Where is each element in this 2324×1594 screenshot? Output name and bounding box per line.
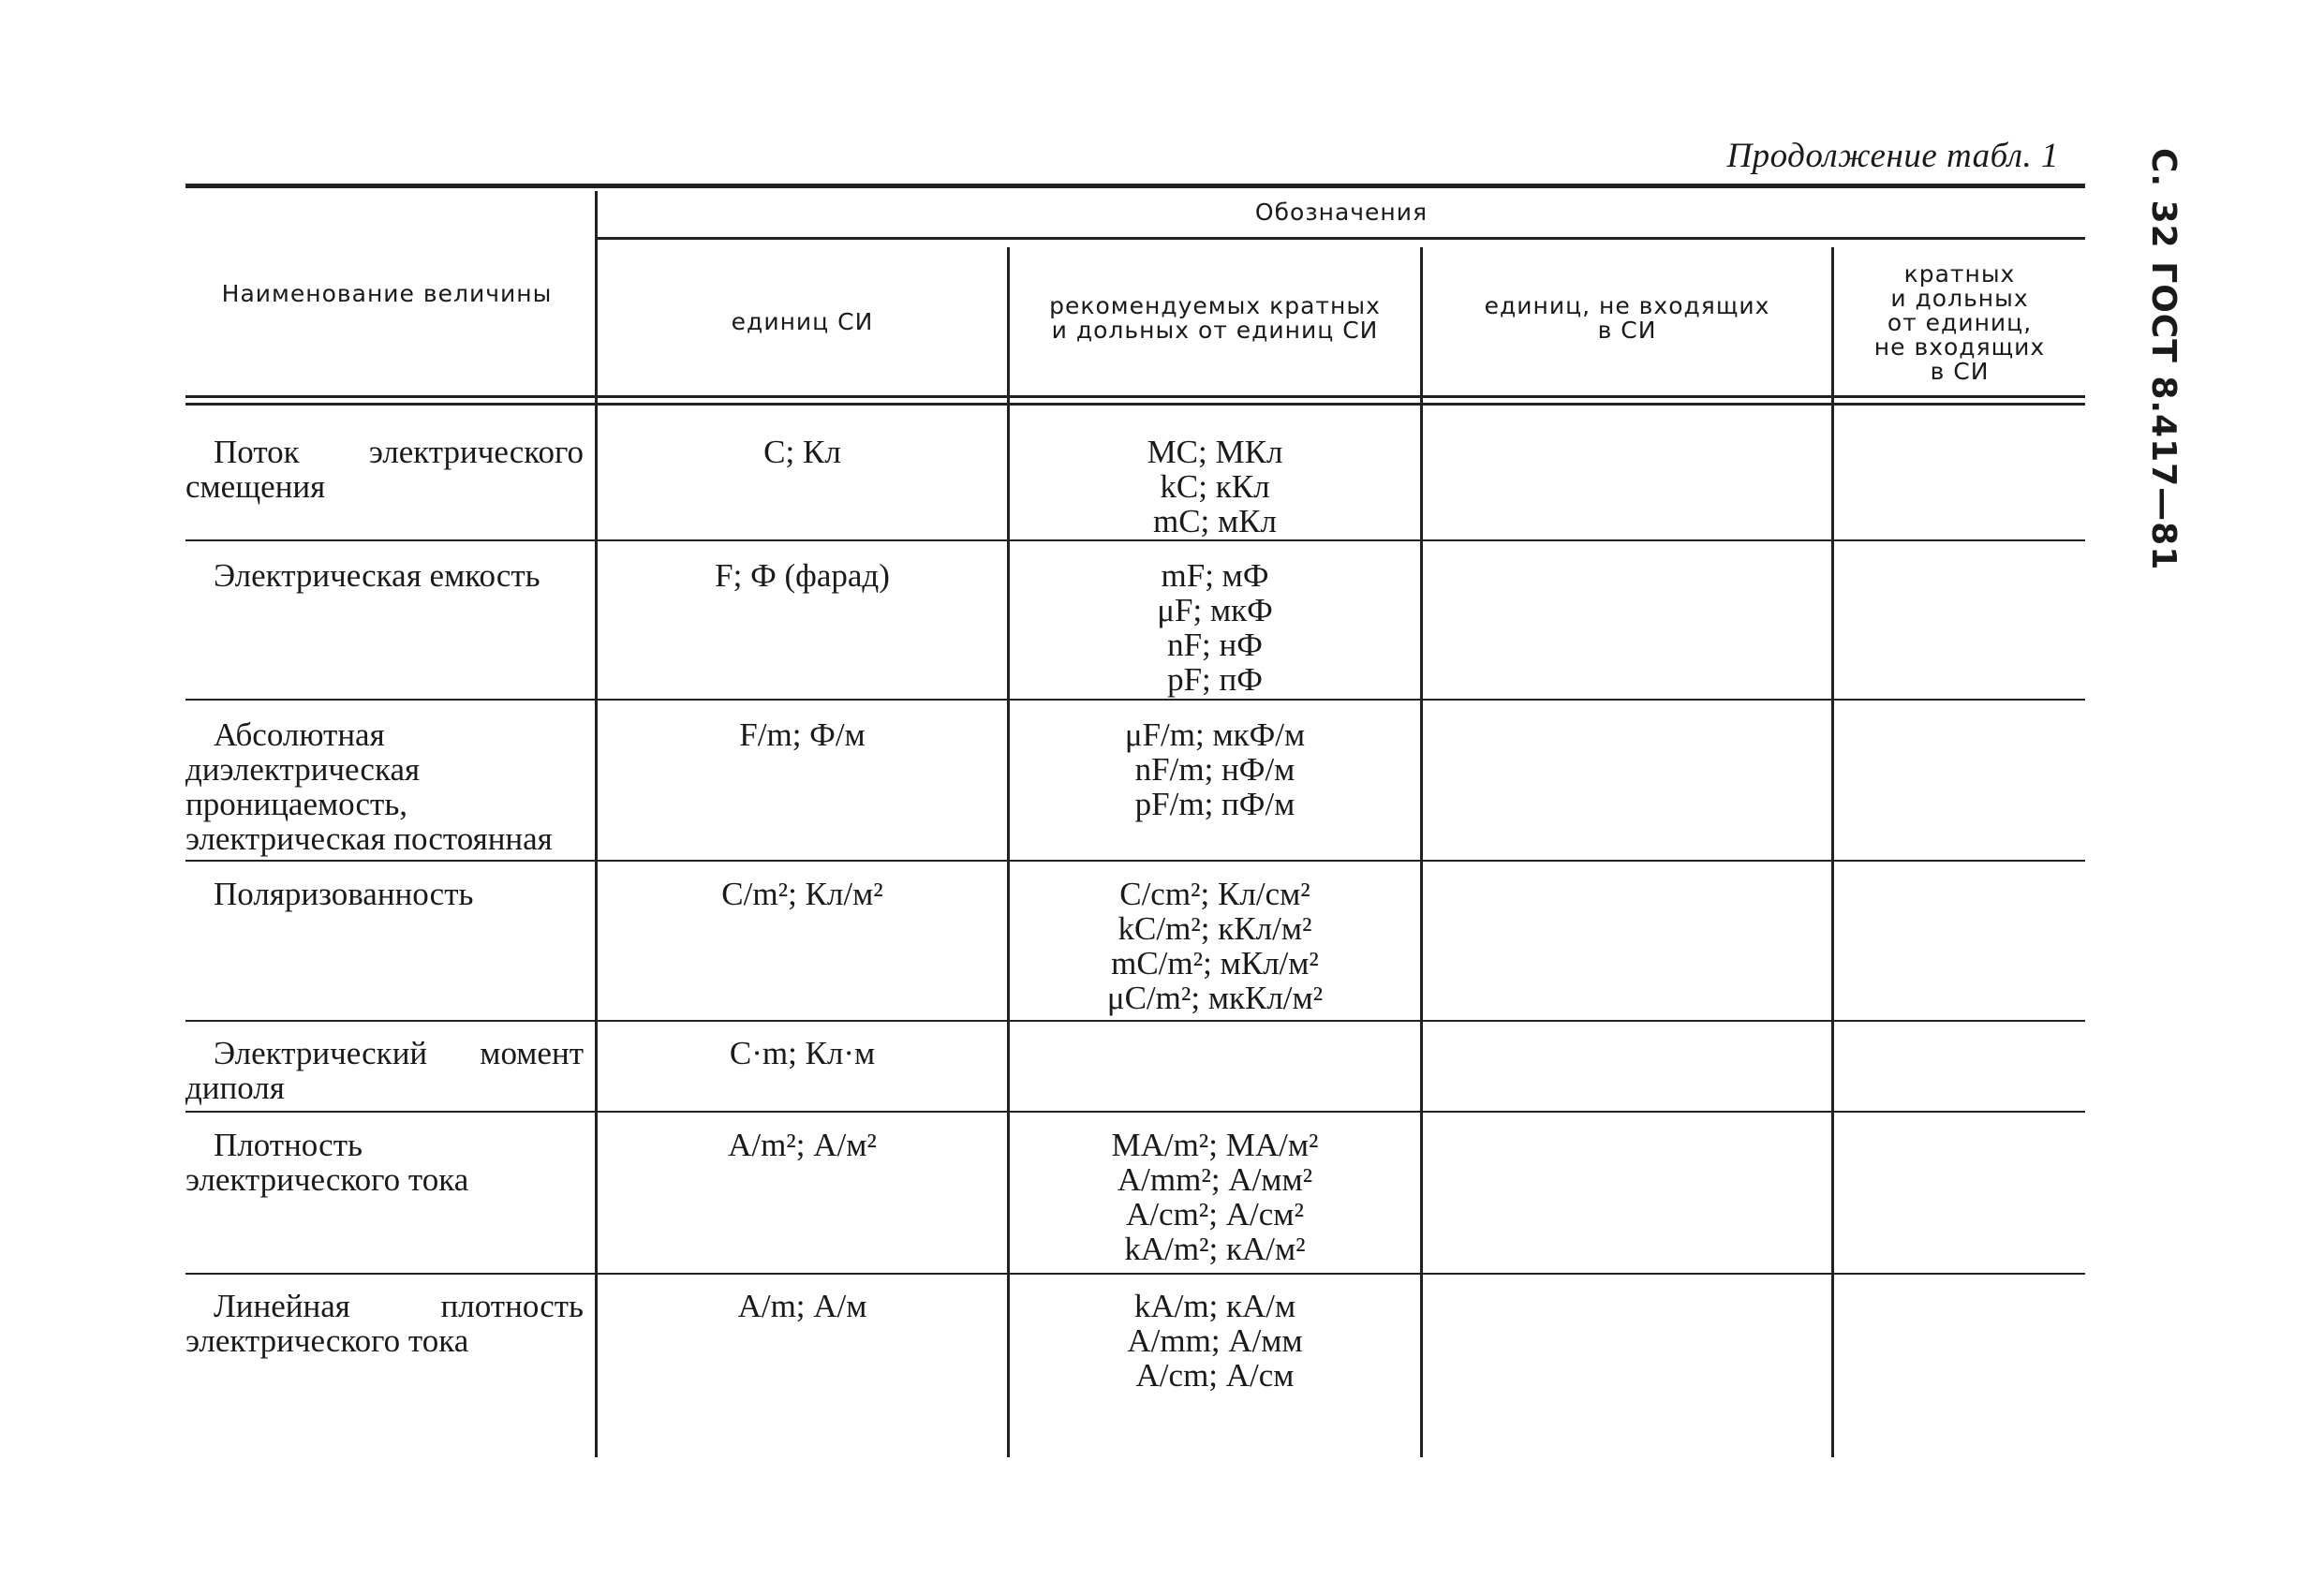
quantity-name: Поляризованность: [214, 876, 474, 912]
multiple-unit: kA/m; кА/м: [1133, 1288, 1296, 1324]
si-unit: A/m²; А/м²: [728, 1127, 877, 1163]
row-divider: [185, 860, 2085, 862]
multiple-unit: μF/m; мкФ/м: [1124, 716, 1306, 753]
multiple-unit: pF/m; пФ/м: [1134, 786, 1295, 822]
multiple-unit: nF/m; нФ/м: [1134, 751, 1295, 788]
row-divider: [185, 539, 2085, 541]
header-bottom-rule: [185, 395, 2085, 398]
column-divider: [1420, 247, 1423, 1457]
multiple-unit: μF; мкФ: [1157, 592, 1273, 628]
multiples-cell: [1010, 558, 1420, 697]
group-header-rule: [598, 237, 2085, 240]
page-side-label: С. 32 ГОСТ 8.417—81: [2144, 148, 2183, 571]
header-name-column: Наименование величины: [221, 280, 553, 307]
multiple-unit: kC; кКл: [1160, 468, 1270, 505]
quantity-name: Электрическая емкость: [214, 557, 540, 594]
multiple-unit: mF; мФ: [1161, 557, 1269, 594]
header-designations: Обозначения: [1254, 199, 1428, 226]
multiples-cell: [1010, 717, 1420, 821]
quantity-name: Плотность электрического тока: [185, 1127, 469, 1198]
multiple-unit: A/mm²; А/мм²: [1117, 1161, 1313, 1198]
header-multiples: рекомендуемых кратных и дольных от единиц СИ: [1049, 292, 1381, 344]
si-unit: C; Кл: [763, 434, 841, 470]
units-table: [185, 184, 2085, 1457]
row-divider: [185, 699, 2085, 701]
multiple-unit: A/cm²; А/см²: [1126, 1196, 1304, 1232]
multiple-unit: MC; МКл: [1147, 434, 1283, 470]
column-divider: [1831, 247, 1834, 1457]
quantity-name: Абсолютная диэлектрическая проницаемость, электрическая постоянная: [185, 716, 553, 857]
column-divider: [1007, 247, 1010, 1457]
si-unit: F; Ф (фарад): [715, 557, 890, 594]
multiple-unit: A/mm; А/мм: [1127, 1322, 1303, 1359]
header-bottom-rule-2: [185, 403, 2085, 406]
multiples-cell: [1010, 1289, 1420, 1393]
row-divider: [185, 1111, 2085, 1113]
multiple-unit: pF; пФ: [1167, 661, 1263, 698]
multiple-unit: A/cm; А/см: [1135, 1357, 1295, 1394]
multiple-unit: C/cm²; Кл/см²: [1119, 876, 1310, 912]
si-unit: F/m; Ф/м: [739, 716, 866, 753]
si-unit: C/m²; Кл/м²: [721, 876, 883, 912]
si-unit: A/m; А/м: [737, 1288, 867, 1324]
multiple-unit: mC/m²; мКл/м²: [1111, 945, 1319, 981]
multiples-cell: [1010, 877, 1420, 1015]
quantity-name: Линейная плотность электрического тока: [185, 1288, 584, 1359]
multiple-unit: μC/m²; мкКл/м²: [1106, 980, 1324, 1016]
header-non-si-multiples: кратных и дольных от единиц, не входящих в СИ: [1873, 260, 2046, 385]
multiple-unit: nF; нФ: [1167, 627, 1263, 663]
multiple-unit: kC/m²; кКл/м²: [1118, 910, 1312, 947]
table-top-rule: [185, 184, 2085, 188]
quantity-name: Поток электрического смещения: [185, 434, 584, 505]
si-unit: C·m; Кл·м: [729, 1035, 876, 1071]
row-divider: [185, 1020, 2085, 1022]
multiple-unit: kA/m²; кА/м²: [1124, 1231, 1306, 1267]
table-caption: Продолжение табл. 1: [1726, 137, 2059, 175]
multiple-unit: MA/m²; МА/м²: [1111, 1127, 1319, 1163]
column-divider: [595, 191, 598, 1457]
multiple-unit: mC; мКл: [1152, 503, 1277, 539]
header-si-units: единиц СИ: [731, 308, 874, 335]
multiples-cell: [1010, 1128, 1420, 1266]
multiples-cell: [1010, 435, 1420, 539]
header-non-si-units: единиц, не входящих в СИ: [1484, 292, 1770, 344]
quantity-name: Электрический момент диполя: [185, 1035, 584, 1106]
row-divider: [185, 1273, 2085, 1275]
